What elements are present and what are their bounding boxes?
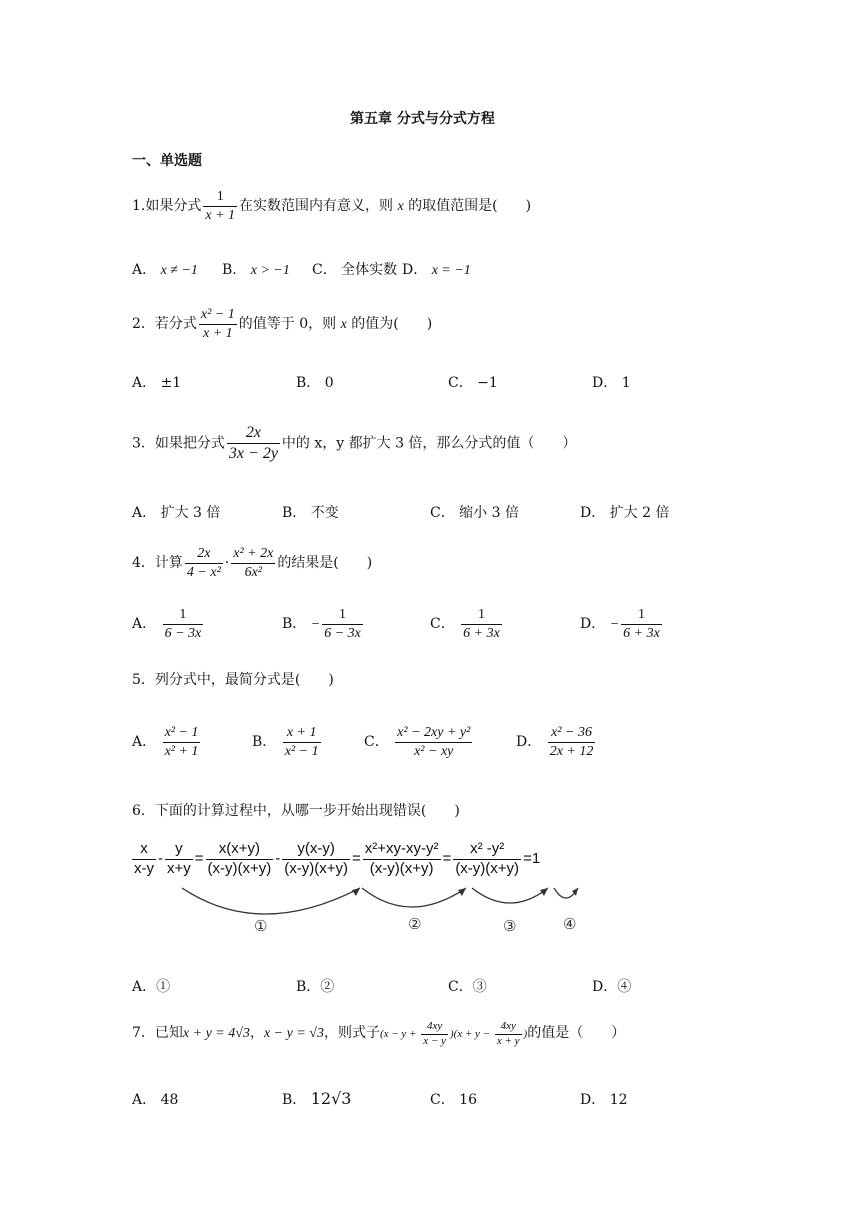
q2-prefix: 2．若分式 — [132, 316, 197, 332]
option-text: ④ — [617, 979, 632, 995]
q5-option-c[interactable] — [364, 724, 474, 760]
q7-condition-1: x + y = 4√3 — [182, 1025, 250, 1041]
option-label: A． — [132, 375, 157, 391]
q1-var: x — [397, 199, 404, 214]
numerator: 4xy — [495, 1020, 522, 1035]
question-4 — [132, 545, 372, 581]
arrow-step-1 — [182, 888, 360, 914]
q2-option-c[interactable] — [448, 372, 498, 392]
q3-option-d[interactable] — [580, 502, 670, 522]
option-text: 0 — [324, 375, 334, 391]
q3-suffix: 中的 x，y 都扩大 3 倍，那么分式的值（ ） — [281, 435, 577, 452]
numerator: x — [132, 840, 156, 860]
q7-fraction-a — [421, 1020, 448, 1049]
option-text: 16 — [459, 1092, 477, 1108]
option-label: B． — [282, 505, 307, 521]
numerator: 1 — [461, 606, 502, 625]
option-label: C． — [312, 262, 337, 278]
q7-option-c[interactable] — [430, 1089, 477, 1109]
q5-option-d[interactable] — [516, 724, 597, 760]
denominator: x + y — [496, 1034, 520, 1047]
option-fraction — [283, 724, 321, 760]
option-sign: − — [310, 617, 321, 632]
q6-option-a[interactable] — [132, 976, 170, 996]
option-text: 扩大 2 倍 — [609, 505, 670, 521]
option-label: D． — [580, 1092, 606, 1108]
q1-option-a[interactable] — [132, 259, 198, 279]
denominator: 6 − 3x — [324, 625, 361, 641]
operator: - — [275, 850, 281, 868]
denominator: x² + 1 — [164, 743, 199, 759]
numerator: 2x — [185, 545, 223, 564]
q4-fraction-1 — [185, 545, 223, 581]
q1-prefix: 1.如果分式 — [132, 198, 202, 214]
expr-part: ) — [523, 1027, 528, 1040]
denominator: x² − xy — [414, 743, 454, 759]
q4-option-c[interactable] — [430, 606, 504, 642]
q7-suffix: 的值是（ ） — [527, 1024, 626, 1041]
denominator: 6 + 3x — [623, 625, 660, 641]
option-text: x = −1 — [431, 263, 471, 278]
step-2-marker: ② — [408, 916, 422, 933]
denominator: (x-y)(x+y) — [455, 859, 520, 877]
option-text: 48 — [160, 1092, 179, 1108]
denominator: x − y — [423, 1034, 446, 1047]
q3-option-a[interactable] — [132, 502, 220, 522]
option-label: C． — [430, 616, 455, 632]
q4-suffix: 的结果是( ) — [277, 555, 373, 571]
option-label: C． — [364, 734, 389, 750]
option-text: ±1 — [160, 375, 182, 391]
q2-suffix-b: 的值为( ) — [346, 316, 433, 332]
option-label: A． — [132, 262, 157, 278]
q3-fraction — [227, 423, 280, 464]
denominator: 6 − 3x — [164, 625, 202, 641]
q7-prefix: 7．已知 — [132, 1024, 183, 1041]
option-label: C． — [430, 1092, 455, 1108]
arrowhead — [540, 888, 548, 896]
question-3 — [132, 423, 576, 464]
q7-option-b[interactable] — [282, 1089, 351, 1109]
q4-option-a[interactable] — [132, 606, 205, 642]
denominator: (x-y)(x+y) — [284, 859, 349, 877]
option-sign: − — [609, 617, 620, 632]
q1-numerator: 1 — [203, 188, 237, 207]
option-label: C． — [448, 375, 473, 391]
denominator: (x-y)(x+y) — [369, 859, 434, 877]
numerator: 1 — [322, 606, 363, 625]
q7-fraction-b — [495, 1020, 522, 1049]
option-text: ③ — [472, 979, 487, 995]
numerator: x² − 36 — [548, 724, 596, 743]
option-fraction — [163, 724, 201, 760]
option-label: C． — [430, 505, 455, 521]
q2-denominator: x + 1 — [203, 325, 233, 341]
q2-fraction — [199, 306, 237, 342]
q3-numerator: 2x — [227, 423, 280, 444]
q7-condition-2: x − y = √3 — [263, 1025, 324, 1041]
q4-option-b[interactable] — [282, 606, 365, 642]
q1-fraction — [203, 188, 237, 224]
q1-option-b[interactable] — [222, 259, 290, 279]
step-4-marker: ④ — [563, 916, 577, 933]
numerator: y — [165, 840, 193, 860]
denominator: 6 + 3x — [463, 625, 500, 641]
option-text: ① — [156, 979, 171, 995]
q2-suffix-a: 的值等于 0，则 — [238, 316, 341, 332]
option-text: −1 — [477, 375, 498, 391]
q4-prefix: 4．计算 — [132, 555, 183, 571]
equals-one: =1 — [523, 850, 541, 868]
q1-suffix-a: 在实数范围内有意义，则 — [239, 198, 398, 214]
q2-option-b[interactable] — [296, 372, 334, 392]
option-label: A． — [132, 979, 157, 995]
option-label: B． — [296, 375, 321, 391]
q7-option-d[interactable] — [580, 1089, 628, 1109]
q3-option-b[interactable] — [282, 502, 339, 522]
q1-option-d[interactable] — [402, 259, 471, 279]
denominator: x+y — [167, 859, 191, 877]
section-heading: 一、单选题 — [132, 153, 202, 169]
option-text: 12√3 — [310, 1089, 352, 1108]
q2-option-d[interactable] — [592, 372, 631, 392]
q3-denominator: 3x − 2y — [228, 445, 278, 462]
option-label: D． — [580, 616, 606, 632]
q6-arrows — [130, 870, 590, 940]
option-fraction — [621, 606, 662, 642]
q1-suffix-b: 的取值范围是( ) — [403, 198, 532, 214]
numerator: x² + 2x — [231, 545, 275, 564]
numerator: x(x+y) — [206, 840, 274, 860]
arrow-step-3 — [472, 888, 548, 903]
q6-option-c[interactable] — [448, 976, 487, 996]
q3-prefix: 3．如果把分式 — [132, 435, 225, 452]
option-text: 缩小 3 倍 — [459, 505, 519, 521]
q2-var: x — [340, 317, 347, 332]
q3-option-c[interactable] — [430, 502, 519, 522]
page-title: 第五章 分式与分式方程 — [350, 111, 495, 127]
option-fraction — [163, 606, 204, 642]
expr-part: )(x + y − — [449, 1027, 493, 1040]
option-fraction — [548, 724, 596, 760]
option-label: D． — [402, 262, 428, 278]
equals: = — [352, 850, 361, 868]
numerator: x² -y² — [453, 840, 521, 860]
option-label: B． — [296, 979, 321, 995]
step-1-marker: ① — [254, 918, 268, 935]
q5-option-a[interactable] — [132, 724, 202, 760]
option-label: C． — [448, 979, 473, 995]
option-label: B． — [282, 616, 307, 632]
q4-fraction-2 — [231, 545, 275, 581]
option-label: B． — [222, 262, 247, 278]
numerator: x² − 1 — [163, 724, 201, 743]
numerator: x²+xy-xy-y² — [363, 840, 441, 860]
arrow-step-2 — [362, 888, 466, 907]
option-text: 全体实数 — [341, 262, 398, 278]
option-label: D． — [580, 505, 606, 521]
option-label: A． — [132, 616, 157, 632]
q4-dot: · — [224, 555, 230, 571]
q7-mid: ，则式子 — [323, 1024, 380, 1041]
q4-option-d[interactable] — [580, 606, 664, 642]
option-label: D． — [592, 375, 618, 391]
q7-expression — [379, 1020, 528, 1047]
denominator: 6x² — [244, 564, 262, 580]
numerator: 1 — [163, 606, 204, 625]
q7-option-a[interactable] — [132, 1089, 178, 1109]
question-6: 6．下面的计算过程中，从哪一步开始出现错误( ) — [132, 803, 460, 819]
question-5: 5．列分式中，最简分式是( ) — [132, 672, 334, 688]
option-label: B． — [252, 734, 277, 750]
q6-option-b[interactable] — [296, 976, 334, 996]
q1-denominator: x + 1 — [205, 207, 236, 223]
denominator: x-y — [134, 859, 154, 877]
denominator: 4 − x² — [186, 564, 221, 580]
denominator: 2x + 12 — [549, 743, 594, 759]
question-7 — [132, 1020, 625, 1049]
option-fraction — [395, 724, 472, 760]
option-text: 1 — [621, 375, 631, 391]
numerator: x + 1 — [283, 724, 321, 743]
numerator: x² − 2xy + y² — [395, 724, 472, 743]
option-text: x ≠ −1 — [160, 263, 198, 278]
q7-separator: ， — [249, 1024, 264, 1041]
option-text: ② — [320, 979, 335, 995]
option-text: 12 — [609, 1092, 628, 1108]
option-label: D． — [516, 734, 542, 750]
numerator: y(x-y) — [282, 840, 350, 860]
option-text: 扩大 3 倍 — [160, 505, 221, 521]
operator: - — [158, 850, 163, 868]
question-1 — [132, 188, 531, 224]
equals: = — [194, 850, 204, 868]
q5-option-b[interactable] — [252, 724, 323, 760]
question-2 — [132, 306, 432, 342]
q6-option-d[interactable] — [592, 976, 631, 996]
option-fraction — [322, 606, 363, 642]
q2-option-a[interactable] — [132, 372, 181, 392]
q1-option-c[interactable] — [312, 259, 397, 279]
q2-numerator: x² − 1 — [199, 306, 237, 325]
expr-part: (x − y + — [379, 1027, 420, 1040]
option-label: D． — [592, 979, 618, 995]
option-text: 不变 — [310, 505, 339, 521]
denominator: (x-y)(x+y) — [207, 859, 272, 877]
option-label: A． — [132, 734, 157, 750]
option-text: x > −1 — [250, 263, 290, 278]
equals: = — [442, 850, 452, 868]
option-label: B． — [282, 1092, 307, 1108]
option-label: A． — [132, 505, 157, 521]
option-fraction — [461, 606, 502, 642]
option-label: A． — [132, 1092, 157, 1108]
step-3-marker: ③ — [503, 918, 517, 935]
numerator: 4xy — [421, 1020, 448, 1035]
denominator: x² − 1 — [284, 743, 319, 759]
numerator: 1 — [621, 606, 662, 625]
